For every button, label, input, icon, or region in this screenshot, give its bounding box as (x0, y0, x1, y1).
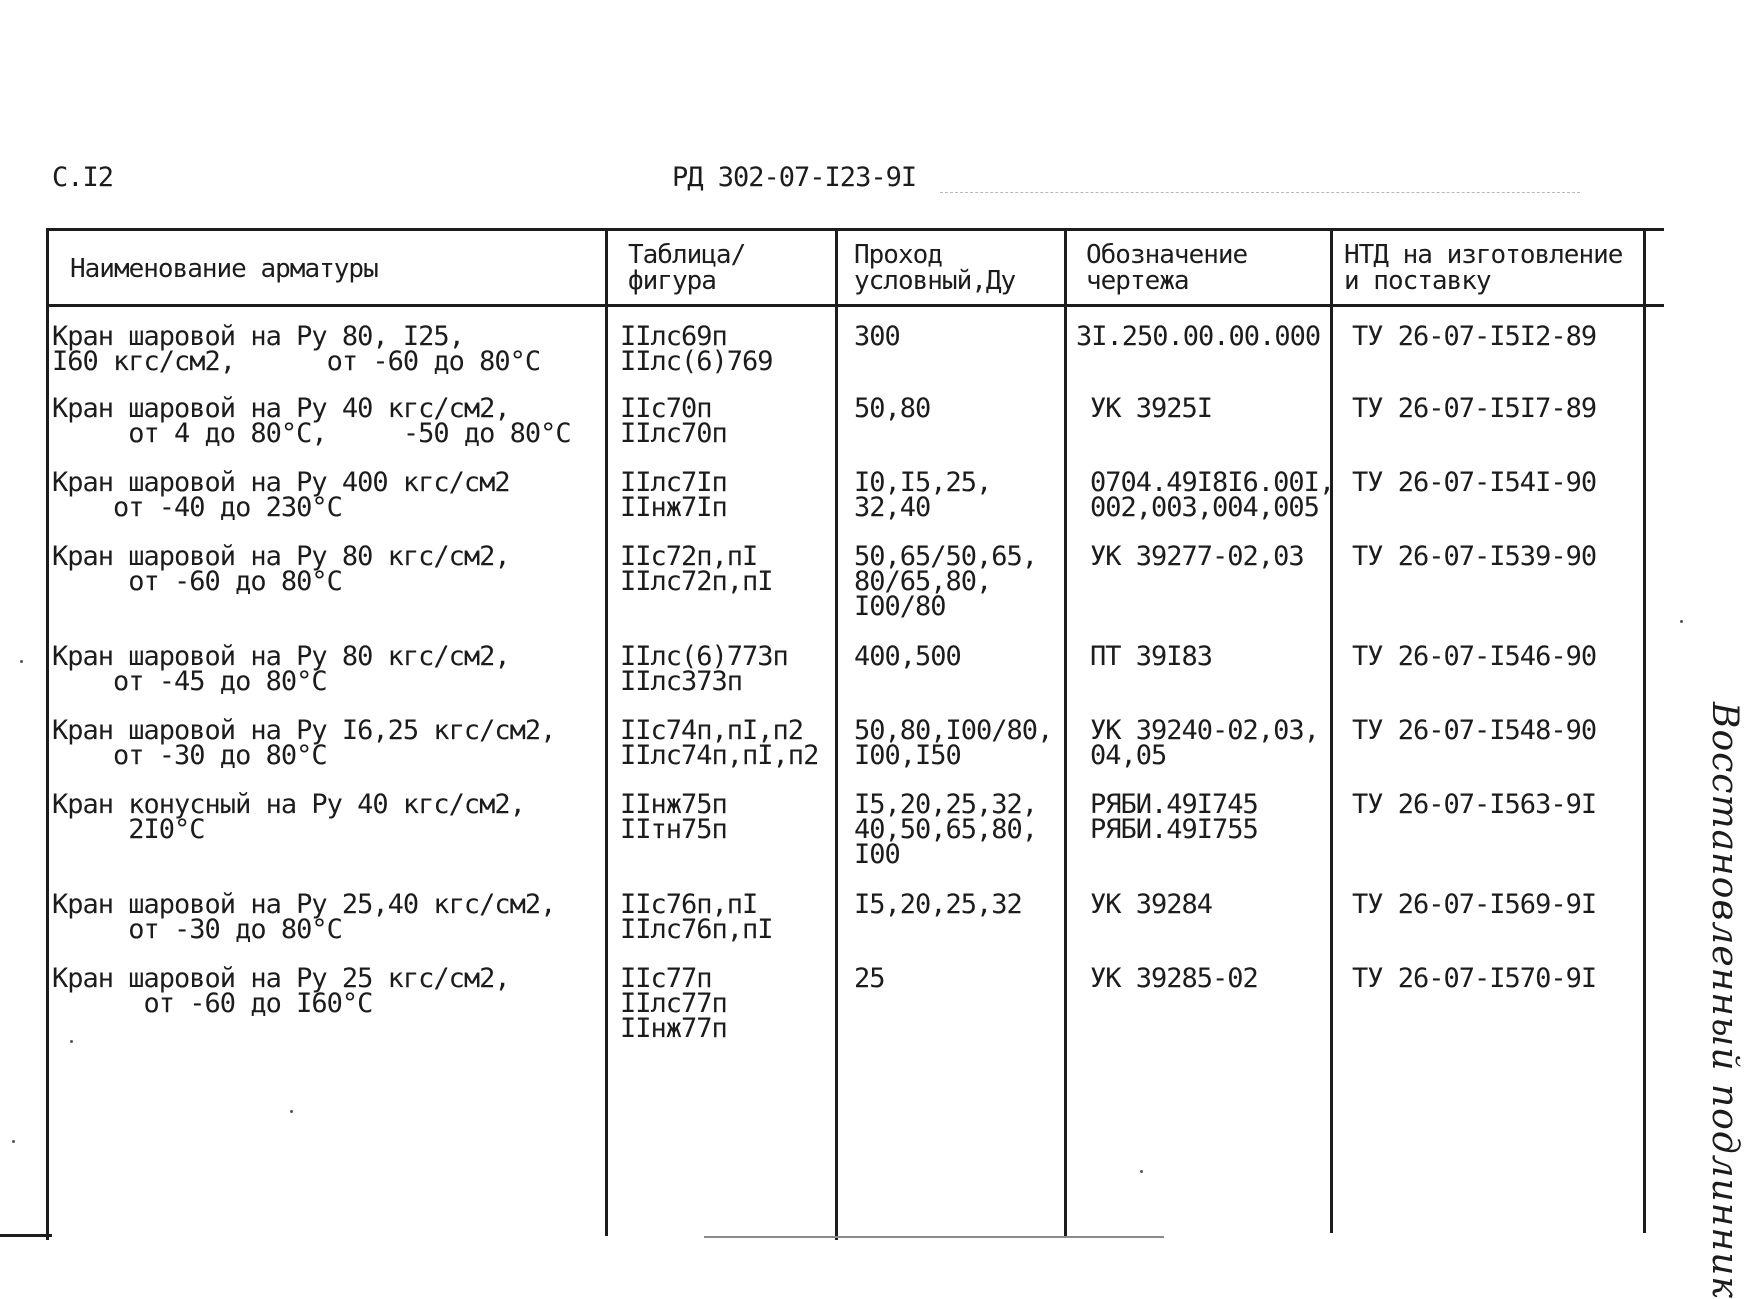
row-figure: IIс70п IIлс70п (620, 393, 727, 449)
row-drawing: УК 39277-02,03 (1090, 541, 1304, 572)
table-frame (46, 228, 1664, 1240)
page-number: С.I2 (52, 162, 114, 193)
row-figure: IIлс(6)773п IIлс373п (620, 641, 788, 697)
header-figure: Таблица/ фигура (628, 240, 746, 296)
scan-speck (12, 1140, 15, 1143)
row-figure: IIс74п,пI,п2 IIлс74п,пI,п2 (620, 715, 819, 771)
row-name: Кран шаровой на Ру 80, I25, I60 кгс/см2, от -60 до 80°С (52, 321, 541, 377)
row-drawing: 0704.49I8I6.00I, 002,003,004,005 (1090, 467, 1335, 523)
column-divider-4 (1330, 228, 1333, 1233)
scan-speck (20, 660, 23, 663)
row-drawing: РЯБИ.49I745 РЯБИ.49I755 (1090, 789, 1258, 845)
row-diameter: 50,80,I00/80, I00,I50 (854, 715, 1053, 771)
column-divider-1 (605, 228, 608, 1236)
row-drawing: 3I.250.00.00.000 (1076, 321, 1321, 352)
row-ntd: ТУ 26-07-I548-90 (1352, 715, 1597, 746)
document-code: РД 302-07-I23-9I (672, 162, 917, 193)
row-name: Кран шаровой на Ру 80 кгс/см2, от -45 до 80°С (52, 641, 510, 697)
side-note-handwritten: Восстановленный подлинник (1704, 702, 1745, 1299)
table-left-border (46, 228, 49, 1240)
row-figure: IIлс69п IIлс(6)769 (620, 321, 773, 377)
row-name: Кран шаровой на Ру 40 кгс/см2, от 4 до 80°С, -50 до 80°С (52, 393, 571, 449)
bottom-center-rule (704, 1236, 1164, 1238)
row-figure: IIс72п,пI IIлс72п,пI (620, 541, 773, 597)
header-diameter: Проход условный,Ду (854, 240, 1016, 296)
row-ntd: ТУ 26-07-I546-90 (1352, 641, 1597, 672)
header-name: Наименование арматуры (70, 254, 378, 284)
row-drawing: ПТ 39I83 (1090, 641, 1213, 672)
row-ntd: ТУ 26-07-I563-9I (1352, 789, 1597, 820)
header-dashed-rule (940, 192, 1580, 193)
column-divider-2 (835, 228, 838, 1240)
row-drawing: УК 39285-02 (1090, 963, 1258, 994)
row-ntd: ТУ 26-07-I569-9I (1352, 889, 1597, 920)
row-name: Кран шаровой на Ру 25,40 кгс/см2, от -30 до 80°С (52, 889, 556, 945)
row-diameter: 50,80 (854, 393, 931, 424)
row-figure: IIлс7Iп IIнж7Iп (620, 467, 727, 523)
row-figure: IIнж75п IIтн75п (620, 789, 727, 845)
row-name: Кран шаровой на Ру 400 кгс/см2 от -40 до 230°С (52, 467, 510, 523)
row-ntd: ТУ 26-07-I5I7-89 (1352, 393, 1597, 424)
row-figure: IIс76п,пI IIлс76п,пI (620, 889, 773, 945)
row-diameter: I5,20,25,32, 40,50,65,80, I00 (854, 789, 1038, 870)
row-ntd: ТУ 26-07-I5I2-89 (1352, 321, 1597, 352)
row-diameter: 300 (854, 321, 900, 352)
table-right-border (1643, 228, 1646, 1233)
row-name: Кран конусный на Ру 40 кгс/см2, 2I0°С (52, 789, 525, 845)
row-name: Кран шаровой на Ру 25 кгс/см2, от -60 до I60°С (52, 963, 510, 1019)
scan-speck (70, 1040, 73, 1043)
header-ntd: НТД на изготовление и поставку (1344, 240, 1623, 296)
row-name: Кран шаровой на Ру 80 кгс/см2, от -60 до 80°С (52, 541, 510, 597)
row-diameter: I5,20,25,32 (854, 889, 1022, 920)
row-diameter: 25 (854, 963, 885, 994)
row-diameter: 50,65/50,65, 80/65,80, I00/80 (854, 541, 1038, 622)
row-ntd: ТУ 26-07-I539-90 (1352, 541, 1597, 572)
scan-speck (290, 1110, 293, 1113)
scan-speck (1680, 620, 1683, 623)
row-drawing: УК 39284 (1090, 889, 1213, 920)
header-drawing: Обозначение чертежа (1086, 240, 1248, 296)
row-drawing: УК 3925I (1090, 393, 1213, 424)
row-ntd: ТУ 26-07-I54I-90 (1352, 467, 1597, 498)
row-name: Кран шаровой на Ру I6,25 кгс/см2, от -30 до 80°С (52, 715, 556, 771)
row-ntd: ТУ 26-07-I570-9I (1352, 963, 1597, 994)
row-figure: IIс77п IIлс77п IIнж77п (620, 963, 727, 1044)
table-header-separator (46, 304, 1664, 307)
table-top-border (46, 228, 1664, 231)
scan-speck (1140, 1170, 1143, 1173)
column-divider-3 (1064, 228, 1067, 1236)
row-drawing: УК 39240-02,03, 04,05 (1090, 715, 1319, 771)
row-diameter: I0,I5,25, 32,40 (854, 467, 992, 523)
row-diameter: 400,500 (854, 641, 961, 672)
bottom-left-rule (0, 1234, 52, 1237)
